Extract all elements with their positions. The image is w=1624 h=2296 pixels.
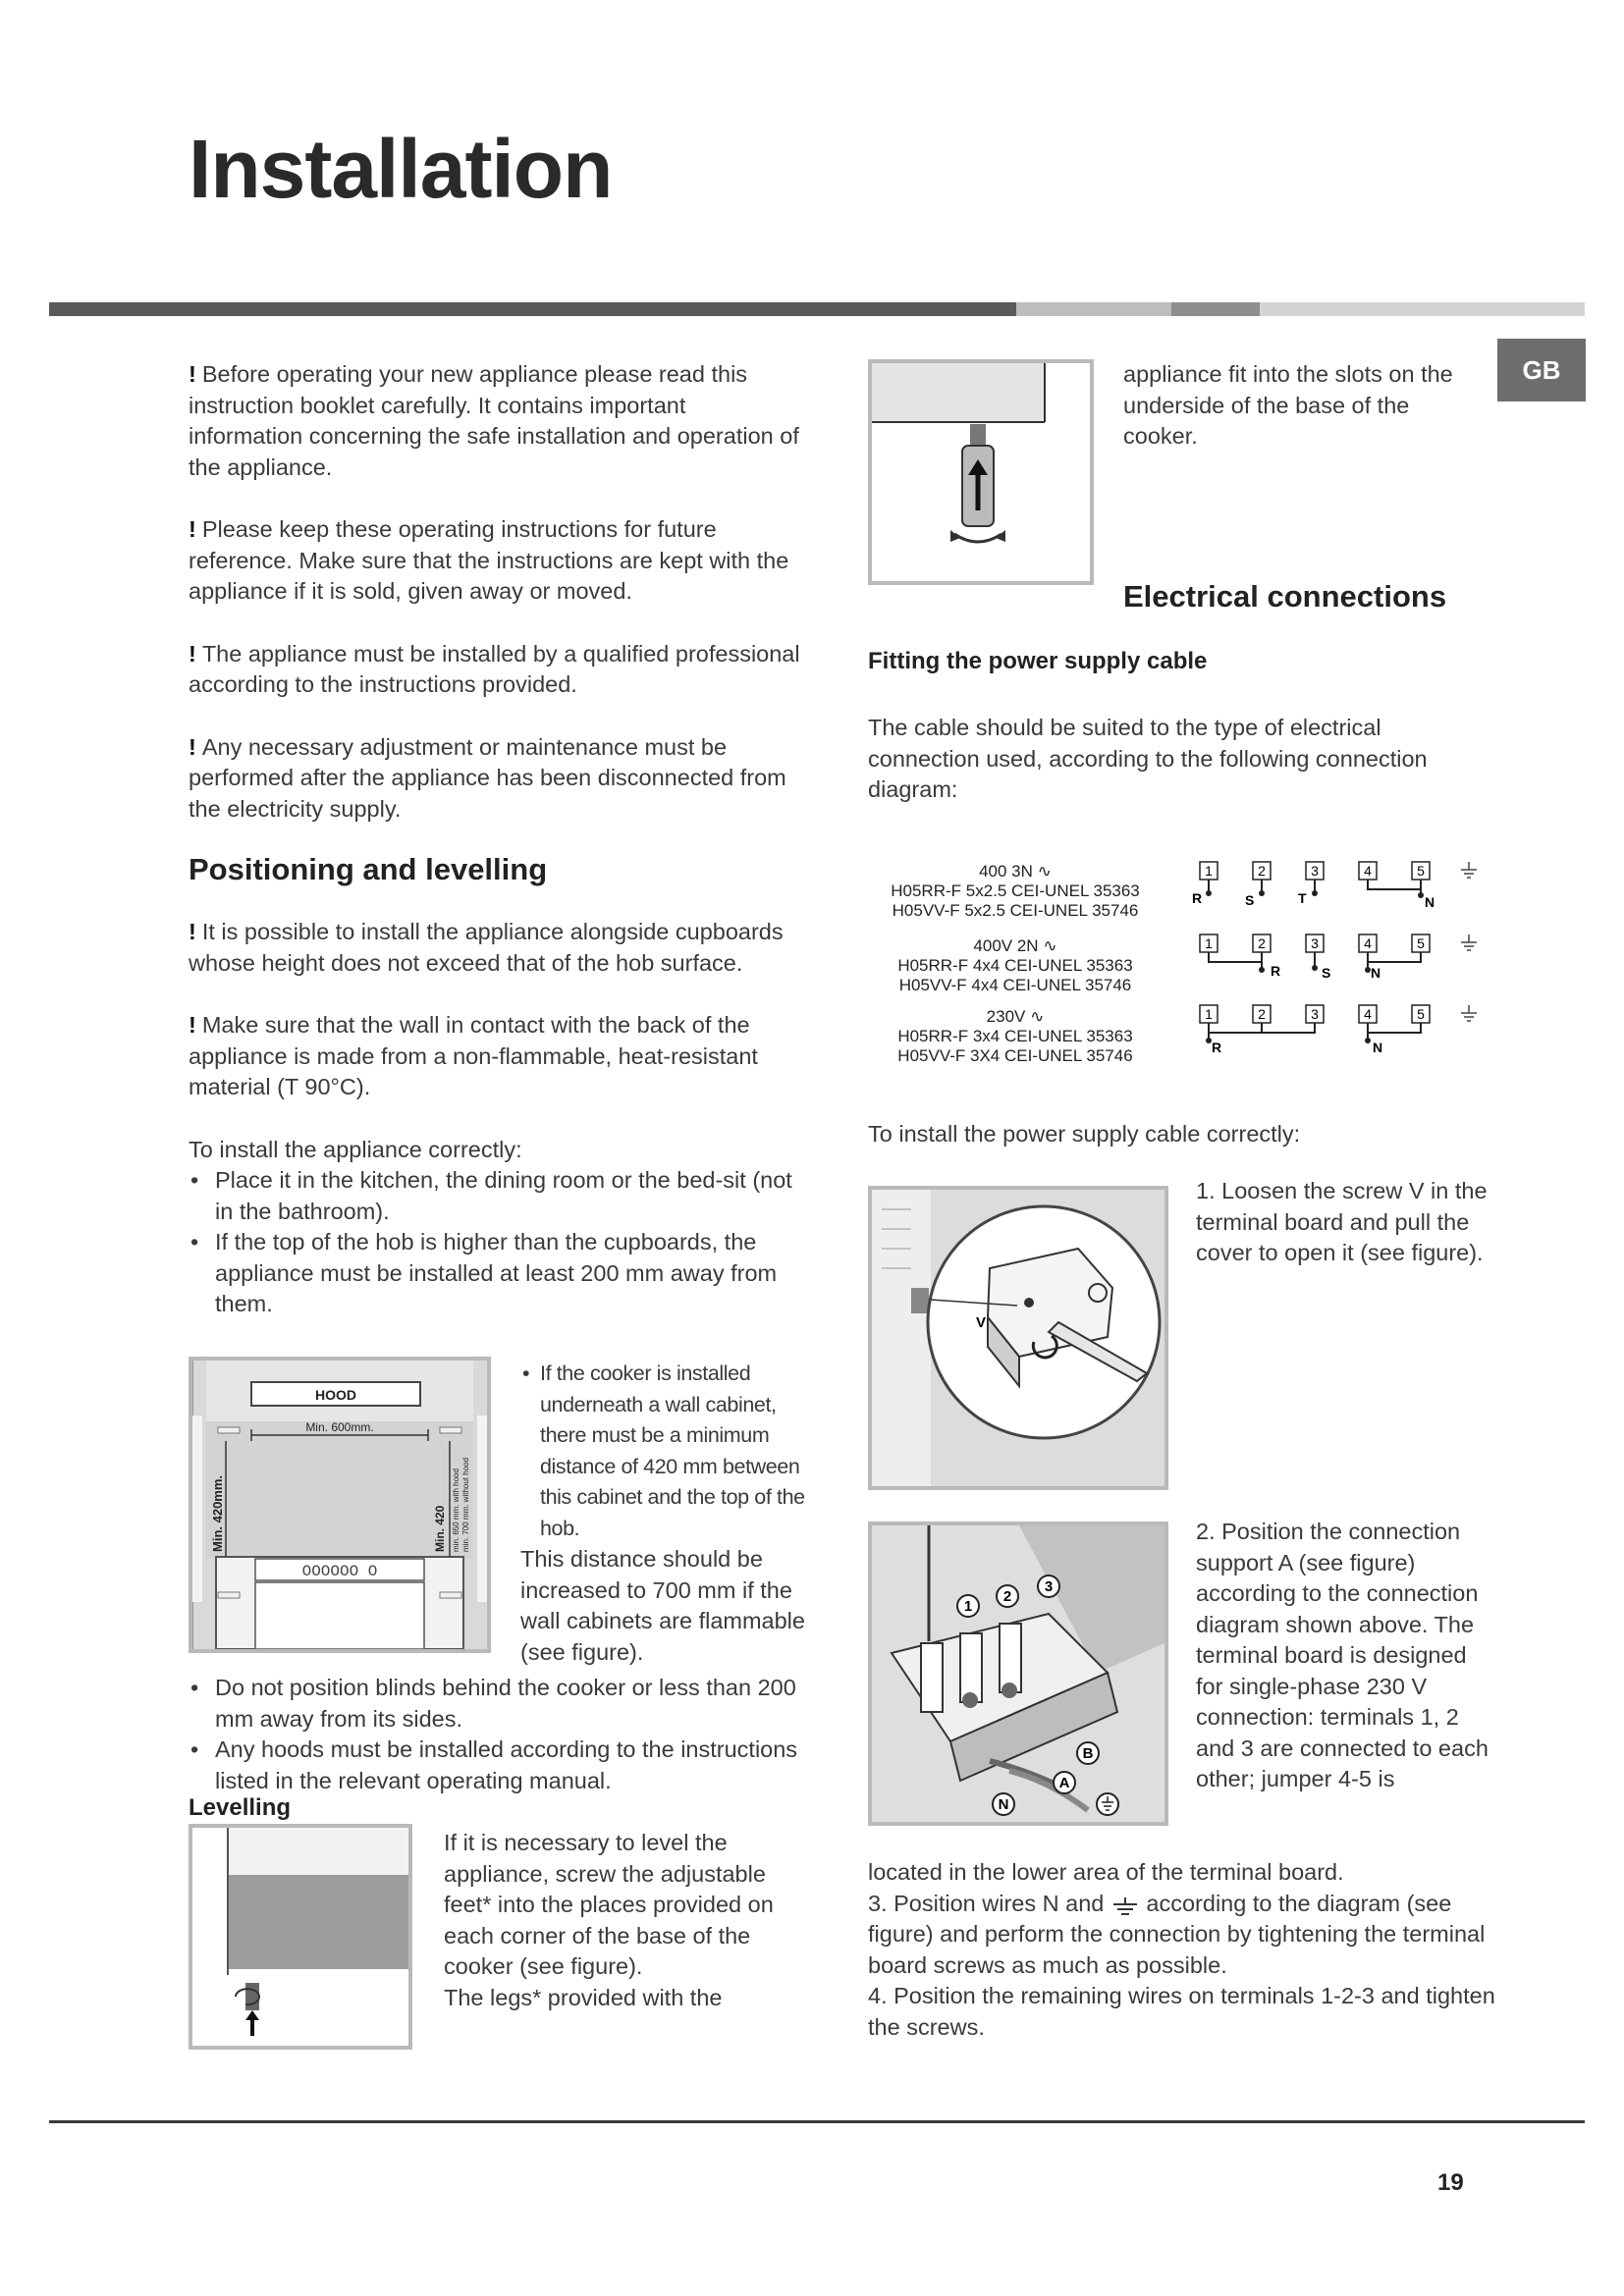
wire-letter: N xyxy=(1425,894,1435,910)
terminal-number: 2 xyxy=(1258,935,1266,951)
cable-spec: H05RR-F 4x4 CEI-UNEL 35363 xyxy=(897,956,1133,975)
footer-rule xyxy=(49,2120,1585,2123)
cable-spec: H05VV-F 4x4 CEI-UNEL 35746 xyxy=(898,976,1132,994)
list-item: • If the top of the hob is higher than the cupboards, the appliance must be installed at least 200 mm away from them. xyxy=(189,1227,801,1320)
step-4: 4. Position the remaining wires on terminals 1-2-3 and tighten the screws. xyxy=(868,1983,1495,2040)
terminal-number: 3 xyxy=(1311,935,1319,951)
connection-support-figure xyxy=(868,1522,1168,1826)
positioning-text: Make sure that the wall in contact with the back of the appliance is made from a non-flammable, heat-resistant material (T 90°C). xyxy=(189,1012,758,1099)
cable-spec: H05RR-F 3x4 CEI-UNEL 35363 xyxy=(897,1027,1133,1045)
label-2: 2 xyxy=(1002,1588,1012,1605)
wiring-diagram xyxy=(868,858,1487,1076)
terminal-diagrams xyxy=(1178,858,1483,1076)
wire-letter: N xyxy=(1371,965,1381,981)
intro-section xyxy=(189,359,801,825)
terminal-number: 1 xyxy=(1205,1006,1213,1022)
step-2-part: 2. Position the connection support A (see figure) according to the connection diagram shown above. The terminal board is designed for single-phase 230 V connection: terminals 1, 2 and 3 are connected to each other; jumper 4-5 is xyxy=(1196,1519,1489,1791)
width-label: Min. 600mm. xyxy=(305,1420,374,1434)
more-bullets-section xyxy=(189,1673,801,1796)
more-bullet-list xyxy=(189,1673,801,1796)
hood-text xyxy=(520,1359,807,1668)
wiring-row-labels xyxy=(868,936,1163,995)
terminal-number: 4 xyxy=(1364,1006,1372,1022)
levelling-paragraph-continued: The legs* provided with the xyxy=(444,1984,723,2010)
levelling-diagram xyxy=(192,1828,408,2046)
install-intro: To install the appliance correctly: xyxy=(189,1136,522,1162)
cable-spec: H05RR-F 5x2.5 CEI-UNEL 35363 xyxy=(891,881,1140,900)
header-bar-segment xyxy=(49,302,1016,316)
warning-mark: ! xyxy=(189,640,196,667)
list-item: • Place it in the kitchen, the dining room or the bed-sit (not in the bathroom). xyxy=(189,1165,801,1227)
label-a: A xyxy=(1058,1775,1070,1791)
step-3: 3. Position wires N and according to the diagram (see figure) and perform the connection by tightening the terminal board screws as much as possible. xyxy=(868,1890,1486,1978)
legs-continued: appliance fit into the slots on the underside of the base of the cooker. xyxy=(1123,361,1453,449)
levelling-text xyxy=(444,1828,807,2013)
list-item: • Any hoods must be installed according to the instructions listed in the relevant operating manual. xyxy=(189,1735,801,1796)
cable-spec: H05VV-F 3X4 CEI-UNEL 35746 xyxy=(897,1046,1133,1065)
intro-paragraph xyxy=(189,359,801,483)
install-bullet-list xyxy=(189,1165,801,1320)
page-title: Installation xyxy=(189,123,613,215)
ground-icon xyxy=(1461,1005,1477,1021)
terminal-board-diagram xyxy=(872,1190,1164,1486)
label-b: B xyxy=(1082,1745,1094,1762)
terminal-number: 5 xyxy=(1417,935,1425,951)
levelling-heading: Levelling xyxy=(189,1794,292,1821)
terminal-number: 1 xyxy=(1205,935,1213,951)
voltage-label: 400V 2N ∿ xyxy=(973,936,1057,955)
terminal-number: 3 xyxy=(1311,863,1319,879)
list-item: • If the cooker is installed underneath a wall cabinet, there must be a minimum distance of 420 mm between this cabinet and the top of the hob. xyxy=(520,1359,807,1544)
ground-icon xyxy=(1461,934,1477,950)
label-3: 3 xyxy=(1044,1578,1054,1595)
ground-icon xyxy=(1110,1895,1140,1914)
cable-heading: Fitting the power supply cable xyxy=(868,648,1208,674)
list-item: • Do not position blinds behind the cooker or less than 200 mm away from its sides. xyxy=(189,1673,801,1735)
warning-mark: ! xyxy=(189,733,196,760)
terminal-row-1 xyxy=(1192,862,1477,910)
wire-letter: R xyxy=(1271,963,1281,979)
warning-mark: ! xyxy=(189,361,196,387)
label-1: 1 xyxy=(963,1598,973,1615)
step-1: 1. Loosen the screw V in the terminal board and pull the cover to open it (see figure). xyxy=(1196,1178,1488,1265)
header-bar xyxy=(49,302,1585,316)
wire-letter: R xyxy=(1212,1040,1222,1055)
positioning-heading: Positioning and levelling xyxy=(189,852,548,886)
terminal-row-2 xyxy=(1200,934,1477,981)
terminal-number: 4 xyxy=(1364,863,1372,879)
cable-spec: H05VV-F 5x2.5 CEI-UNEL 35746 xyxy=(892,901,1139,920)
left-height-label: Min. 420mm. xyxy=(210,1474,225,1552)
adjustable-foot-diagram xyxy=(872,363,1090,581)
hood-text-continued: This distance should be increased to 700 mm if the wall cabinets are flammable (see figure). xyxy=(520,1546,805,1665)
wiring-row-labels xyxy=(868,862,1163,921)
intro-paragraph xyxy=(189,732,801,826)
intro-text: Any necessary adjustment or maintenance must be performed after the appliance has been disconnected from the electricity supply. xyxy=(189,733,786,822)
hood-label: HOOD xyxy=(315,1387,356,1403)
voltage-label: 400 3N ∿ xyxy=(979,862,1052,881)
intro-text: The appliance must be installed by a qualified professional according to the instructions provided. xyxy=(189,640,800,697)
terminal-row-3 xyxy=(1200,1005,1477,1055)
terminal-number: 3 xyxy=(1311,1006,1319,1022)
electrical-heading: Electrical connections xyxy=(1123,579,1447,614)
terminal-number: 1 xyxy=(1205,863,1213,879)
cable-text: The cable should be suited to the type of electrical connection used, according to the following connection diagram: xyxy=(868,715,1428,802)
intro-paragraph xyxy=(189,514,801,608)
right-height-label: Min. 420 xyxy=(433,1505,447,1552)
wire-letter: S xyxy=(1245,892,1255,908)
connection-support-diagram xyxy=(872,1525,1164,1822)
steps-continued xyxy=(868,1857,1496,2043)
terminal-number: 2 xyxy=(1258,863,1266,879)
warning-mark: ! xyxy=(189,516,196,542)
page-number: 19 xyxy=(1437,2169,1464,2196)
intro-text: Please keep these operating instructions for future reference. Make sure that the instructions are kept with the appliance if it is sold, given away or moved. xyxy=(189,516,789,604)
label-n: N xyxy=(998,1796,1009,1813)
levelling-figure xyxy=(189,1824,412,2050)
wiring-row-labels xyxy=(868,1007,1163,1066)
with-hood-label: min. 650 mm. with hood xyxy=(452,1468,460,1552)
positioning-section xyxy=(189,917,801,1320)
wire-letter: R xyxy=(1192,890,1203,906)
wire-letter: N xyxy=(1373,1040,1383,1055)
wire-letter: S xyxy=(1322,965,1331,981)
step-2-end: located in the lower area of the terminal board. xyxy=(868,1859,1344,1885)
voltage-label: 230V ∿ xyxy=(986,1007,1045,1026)
terminal-number: 5 xyxy=(1417,863,1425,879)
hood-bullet-list xyxy=(520,1359,807,1544)
install-cable-intro: To install the power supply cable correctly: xyxy=(868,1121,1301,1147)
terminal-number: 5 xyxy=(1417,1006,1425,1022)
positioning-text: It is possible to install the appliance alongside cupboards whose height does not exceed that of the hob surface. xyxy=(189,919,784,976)
terminal-number: 4 xyxy=(1364,935,1372,951)
header-bar-segment xyxy=(1171,302,1260,316)
adjustable-foot-figure xyxy=(868,359,1094,585)
wire-letter: T xyxy=(1298,890,1307,906)
warning-mark: ! xyxy=(189,919,196,944)
language-tab: GB xyxy=(1497,339,1586,401)
without-hood-label: min. 700 mm. without hood xyxy=(461,1457,470,1552)
hood-diagram xyxy=(192,1361,487,1649)
intro-text: Before operating your new appliance please read this instruction booklet carefully. It contains important information concerning the safe installation and operation of the appliance. xyxy=(189,361,799,480)
knobs-label: OOOOOO O xyxy=(301,1563,378,1580)
positioning-paragraph xyxy=(189,1010,801,1103)
warning-mark: ! xyxy=(189,1012,196,1038)
header-bar-segment xyxy=(1260,302,1585,316)
ground-icon xyxy=(1461,862,1477,878)
screw-label: V xyxy=(976,1314,987,1331)
terminal-number: 2 xyxy=(1258,1006,1266,1022)
header-bar-segment xyxy=(1016,302,1171,316)
positioning-paragraph xyxy=(189,917,801,979)
intro-paragraph xyxy=(189,639,801,701)
terminal-board-figure xyxy=(868,1186,1168,1490)
hood-figure xyxy=(189,1357,491,1653)
levelling-paragraph: If it is necessary to level the appliance, screw the adjustable feet* into the places provided on each corner of the base of the cooker (see figure). xyxy=(444,1830,774,1979)
